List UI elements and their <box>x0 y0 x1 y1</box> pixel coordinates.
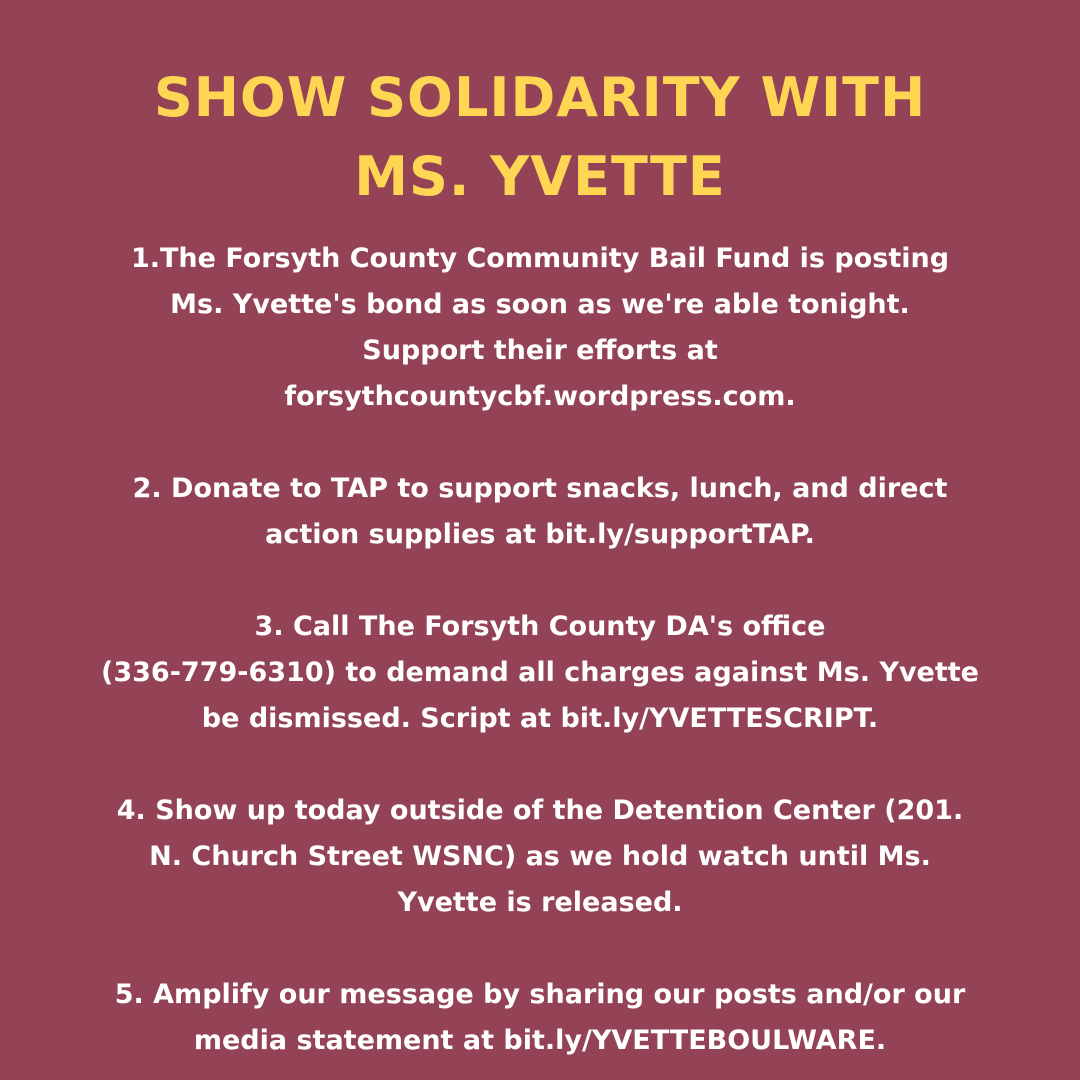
action-item-4-line-3: Yvette is released. <box>397 887 683 918</box>
action-list <box>0 236 1080 1064</box>
action-item-3-line-2: (336-779-6310) to demand all charges against Ms. Yvette <box>101 657 979 688</box>
poster-title-line-1: SHOW SOLIDARITY WITH <box>153 66 927 129</box>
action-item-3-line-1: 3. Call The Forsyth County DA's office <box>254 611 826 642</box>
action-item-1-line-3: Support their efforts at <box>362 335 718 366</box>
action-item-1-line-4: forsythcountycbf.wordpress.com. <box>284 381 796 412</box>
action-item-2-line-2: action supplies at bit.ly/supportTAP. <box>265 519 815 550</box>
action-item-1 <box>0 236 1080 420</box>
action-item-5-line-1: 5. Amplify our message by sharing our posts and/or our <box>114 979 966 1010</box>
action-item-4-line-1: 4. Show up today outside of the Detention Center (201. <box>116 795 964 826</box>
action-item-5-line-2: media statement at bit.ly/YVETTEBOULWARE. <box>193 1025 887 1056</box>
poster-title <box>40 58 1040 216</box>
action-item-4-line-2: N. Church Street WSNC) as we hold watch until Ms. <box>149 841 931 872</box>
action-item-1-line-2: Ms. Yvette's bond as soon as we're able tonight. <box>170 289 910 320</box>
action-item-2-line-1: 2. Donate to TAP to support snacks, lunch, and direct <box>132 473 948 504</box>
action-item-3 <box>0 604 1080 742</box>
action-item-3-line-3: be dismissed. Script at bit.ly/YVETTESCRIPT. <box>201 703 879 734</box>
poster-title-line-2: MS. YVETTE <box>354 145 726 208</box>
action-item-5 <box>0 972 1080 1064</box>
action-item-4 <box>0 788 1080 926</box>
action-item-2 <box>0 466 1080 558</box>
action-item-1-line-1: 1.The Forsyth County Community Bail Fund is posting <box>130 243 950 274</box>
